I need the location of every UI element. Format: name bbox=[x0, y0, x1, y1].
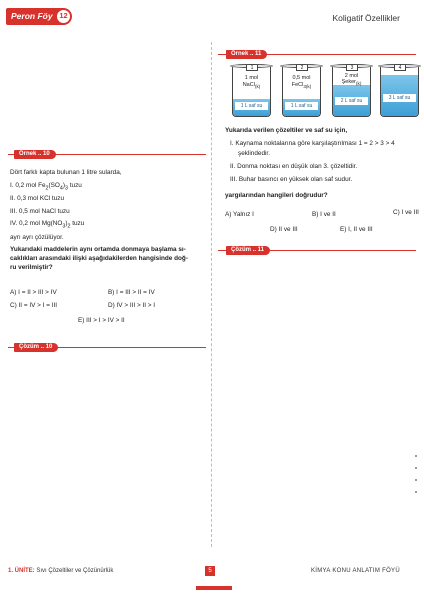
footer-unit-label: 1. ÜNİTE: bbox=[8, 568, 35, 574]
solution-10-tag: Çözüm .. 10 bbox=[14, 343, 58, 352]
example-10-option-a[interactable]: A) I = II > III > IV bbox=[10, 289, 57, 296]
example-11-option-c[interactable]: C) I ve III bbox=[393, 209, 419, 216]
statement-3: III. Buhar basıncı en yüksek olan saf sudur. bbox=[230, 176, 353, 183]
example-11-question: yargılarından hangileri doğrudur? bbox=[225, 192, 328, 199]
beaker-3 bbox=[332, 66, 371, 117]
beaker-2-volume: 1 L saf su bbox=[285, 102, 318, 110]
beaker-3-volume: 2 L saf su bbox=[335, 97, 368, 105]
beaker-2-solute: FeCl$_{3(k)}$ bbox=[291, 82, 312, 90]
example-10-item-4: IV. 0,2 mol $Mg(NO_3)_2$ tuzu bbox=[10, 220, 85, 230]
beaker-4-number: 4 bbox=[394, 65, 406, 71]
example-11-tag: Örnek .. 11 bbox=[226, 50, 267, 59]
example-10-option-e[interactable]: E) III > I > IV > II bbox=[78, 317, 125, 324]
column-divider bbox=[211, 42, 212, 547]
beaker-3-amount: 2 mol bbox=[344, 73, 359, 79]
beaker-3-solute: Şeker$_{(k)}$ bbox=[341, 79, 362, 87]
series-badge bbox=[6, 8, 72, 25]
statement-2: II. Donma noktası en düşük olan 3. çözeltidir. bbox=[230, 163, 358, 170]
example-10-item-1: I. 0,2 mol $Fe_2(SO_4)_3$ tuzu bbox=[10, 182, 82, 192]
example-10-item-2: II. 0,3 mol KCl tuzu bbox=[10, 195, 64, 202]
example-10-tag: Örnek .. 10 bbox=[14, 150, 56, 159]
sheet-number: 12 bbox=[56, 9, 71, 24]
beaker-2-number: 2 bbox=[296, 65, 308, 71]
example-10-question-line-3: ru verilmiştir? bbox=[10, 264, 53, 271]
footer-unit bbox=[8, 568, 113, 574]
beaker-1-solute: NaCl$_{(k)}$ bbox=[242, 82, 261, 90]
beaker-1 bbox=[232, 66, 271, 117]
example-10-option-d[interactable]: D) IV > III > II > I bbox=[108, 302, 156, 309]
beaker-1-number: 1 bbox=[246, 65, 258, 71]
bottom-accent-strip bbox=[196, 586, 232, 590]
example-11-option-e[interactable]: E) I, II ve III bbox=[340, 226, 373, 233]
page-number: 5 bbox=[205, 566, 215, 576]
example-10-intro: Dört farklı kapta bulunan 1 litre sularda, bbox=[10, 169, 122, 176]
series-title: Peron Föy bbox=[11, 11, 53, 21]
footer-book-title: KİMYA KONU ANLATIM FÖYÜ bbox=[310, 568, 400, 574]
beaker-2 bbox=[282, 66, 321, 117]
example-10-after: ayrı ayrı çözülüyor. bbox=[10, 234, 64, 241]
example-11-stem: Yukarıda verilen çözeltiler ve saf su için, bbox=[225, 127, 348, 134]
beaker-4-volume: 3 L saf su bbox=[383, 94, 416, 102]
footer-unit-name: Sıvı Çözeltiler ve Çözünürlük bbox=[34, 568, 114, 574]
statement-1: I. Kaynama noktalarına göre karşılaştırılması 1 = 2 > 3 > 4 bbox=[230, 140, 395, 147]
statement-1-cont: şeklindedir. bbox=[238, 150, 270, 157]
example-10-question-line-2: caklıkları arasındaki ilişki aşağıdakilerden hangisinde doğ- bbox=[10, 255, 188, 262]
beaker-4 bbox=[380, 66, 419, 117]
beaker-3-number: 3 bbox=[346, 65, 358, 71]
example-10-option-c[interactable]: C) II = IV > I = III bbox=[10, 302, 58, 309]
example-11-option-b[interactable]: B) I ve II bbox=[312, 211, 336, 218]
solution-11-tag: Çözüm .. 11 bbox=[226, 246, 270, 255]
example-11-option-d[interactable]: D) II ve III bbox=[270, 226, 298, 233]
example-10-question-line-1: Yukarıdaki maddelerin aynı ortamda donmaya başlama sı- bbox=[10, 246, 186, 253]
beaker-1-volume: 1 L saf su bbox=[235, 102, 268, 110]
beaker-1-amount: 1 mol bbox=[244, 75, 259, 81]
example-11-option-a[interactable]: A) Yalnız I bbox=[225, 211, 254, 218]
example-10-option-b[interactable]: B) I = III > II = IV bbox=[108, 289, 155, 296]
beaker-2-amount: 0,5 mol bbox=[292, 75, 311, 81]
example-10-item-3: III. 0,5 mol NaCl tuzu bbox=[10, 208, 70, 215]
topic-title: Koligatif Özellikler bbox=[332, 13, 400, 23]
